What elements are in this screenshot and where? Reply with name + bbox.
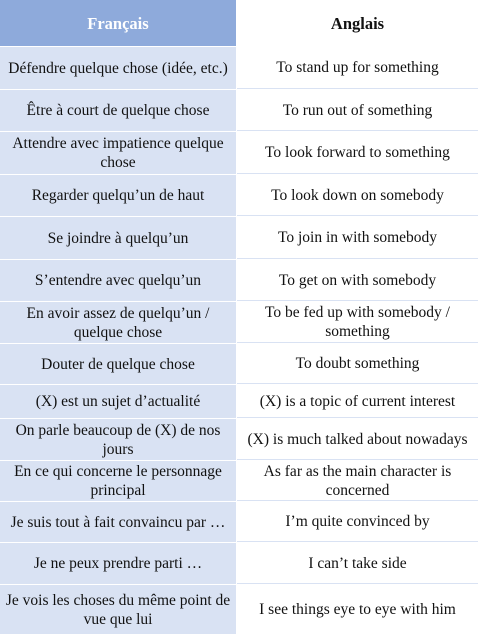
french-cell: S’entendre avec quelqu’un xyxy=(0,260,237,301)
table-row xyxy=(0,384,478,418)
english-cell: As far as the main character is concerned xyxy=(237,461,478,501)
french-cell: Regarder quelqu’un de haut xyxy=(0,175,237,216)
english-cell: To join in with somebody xyxy=(237,217,478,259)
table-row xyxy=(0,89,478,131)
english-cell: I can’t take side xyxy=(237,543,478,584)
header-french: Français xyxy=(0,0,237,46)
table-row xyxy=(0,460,478,501)
french-cell: Se joindre à quelqu’un xyxy=(0,217,237,259)
english-cell: To run out of something xyxy=(237,90,478,131)
english-cell: (X) is a topic of current interest xyxy=(237,385,478,418)
table-row xyxy=(0,501,478,542)
french-cell: Je vois les choses du même point de vue que lui xyxy=(0,585,237,634)
english-cell: To doubt something xyxy=(237,344,478,384)
table-row xyxy=(0,259,478,301)
french-cell: Douter de quelque chose xyxy=(0,344,237,384)
french-cell: On parle beaucoup de (X) de nos jours xyxy=(0,419,237,460)
french-cell: Défendre quelque chose (idée, etc.) xyxy=(0,47,237,89)
table-header xyxy=(0,0,478,46)
english-cell: To look forward to something xyxy=(237,132,478,174)
french-cell: Attendre avec impatience quelque chose xyxy=(0,132,237,174)
english-cell: To stand up for something xyxy=(237,47,478,89)
table-row xyxy=(0,584,478,634)
french-cell: (X) est un sujet d’actualité xyxy=(0,385,237,418)
table-row xyxy=(0,174,478,216)
table-row xyxy=(0,131,478,174)
english-cell: I see things eye to eye with him xyxy=(237,585,478,634)
header-english: Anglais xyxy=(237,0,478,46)
table-row xyxy=(0,343,478,384)
table-row xyxy=(0,216,478,259)
english-cell: To get on with somebody xyxy=(237,260,478,301)
table-row xyxy=(0,301,478,343)
table-row xyxy=(0,46,478,89)
french-cell: En avoir assez de quelqu’un / quelque chose xyxy=(0,302,237,343)
english-cell: (X) is much talked about nowadays xyxy=(237,419,478,460)
english-cell: To look down on somebody xyxy=(237,175,478,216)
table-row xyxy=(0,418,478,460)
french-cell: Être à court de quelque chose xyxy=(0,90,237,131)
french-cell: Je ne peux prendre parti … xyxy=(0,543,237,584)
french-cell: En ce qui concerne le personnage principal xyxy=(0,461,237,501)
english-cell: To be fed up with somebody / something xyxy=(237,302,478,343)
table-row xyxy=(0,542,478,584)
table-body xyxy=(0,46,478,634)
french-cell: Je suis tout à fait convaincu par … xyxy=(0,502,237,542)
english-cell: I’m quite convinced by xyxy=(237,502,478,542)
